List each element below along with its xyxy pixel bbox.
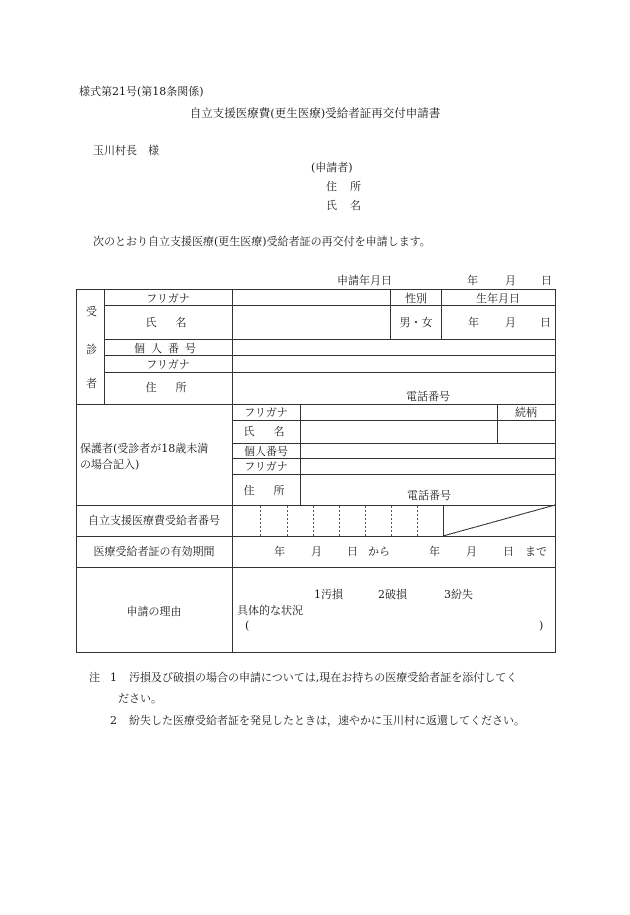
guardian-relationship-field[interactable]	[499, 422, 554, 442]
notes-prefix: 注	[89, 671, 100, 684]
note2-number: 2	[110, 714, 117, 727]
note1-line1: 汚損及び破損の場合の申請については,現在お持ちの医療受給者証を添付してく	[129, 671, 518, 684]
note2-line1: 紛失した医療受給者証を発見したときは，速やかに玉川村に返還してください。	[129, 714, 525, 727]
patient-label-char-2: 診	[86, 343, 97, 356]
validity-from-day[interactable]: 日	[347, 545, 358, 558]
patient-phone-label: 電話番号	[406, 390, 450, 403]
intro-text: 次のとおり自立支援医療(更生医療)受給者証の再交付を申請します。	[93, 235, 431, 248]
application-date-year[interactable]: 年	[467, 274, 478, 287]
reason-open-paren: (	[245, 619, 250, 632]
reason-option-1[interactable]: 1汚損	[314, 588, 343, 601]
validity-from-month[interactable]: 月	[311, 545, 322, 558]
recipient-number-label: 自立支援医療費受給者番号	[88, 514, 220, 527]
addressee: 玉川村長 様	[93, 144, 159, 157]
guardian-furigana2-field[interactable]	[302, 460, 554, 474]
applicant-address-label: 住 所	[326, 180, 362, 193]
patient-birth-day[interactable]: 日	[540, 316, 551, 329]
note1-number: 1	[110, 671, 117, 684]
guardian-address-field[interactable]	[302, 476, 402, 504]
patient-personal-number-label: 個人番号	[134, 342, 202, 355]
patient-address-label: 住 所	[145, 381, 191, 394]
guardian-personal-number-field[interactable]	[302, 445, 554, 458]
guardian-label-line2: の場合記入)	[80, 458, 140, 471]
recipient-number-field[interactable]	[234, 507, 442, 535]
patient-name-label: 氏 名	[145, 316, 191, 329]
reason-label: 申請の理由	[126, 605, 182, 618]
patient-gender-options[interactable]: 男・女	[399, 316, 433, 329]
patient-birth-year[interactable]: 年	[468, 316, 479, 329]
reason-detail-label: 具体的な状況	[237, 604, 303, 617]
validity-to-word: まで	[525, 545, 547, 558]
validity-to-day[interactable]: 日	[503, 545, 514, 558]
patient-address-field[interactable]	[234, 374, 404, 403]
guardian-personal-number-label: 個人番号	[244, 445, 288, 458]
guardian-address-label: 住 所	[243, 484, 289, 497]
reason-option-2[interactable]: 2破損	[378, 588, 407, 601]
patient-gender-label: 性別	[405, 292, 427, 305]
patient-birth-month[interactable]: 月	[505, 316, 516, 329]
patient-label-char-1: 受	[86, 305, 97, 318]
application-date-month[interactable]: 月	[505, 274, 516, 287]
patient-furigana2-label: フリガナ	[146, 358, 190, 371]
guardian-phone-label: 電話番号	[407, 489, 451, 502]
guardian-name-label: 氏 名	[243, 425, 289, 438]
guardian-relationship-label: 続柄	[515, 406, 537, 419]
reason-option-3[interactable]: 3紛失	[444, 588, 473, 601]
validity-to-year[interactable]: 年	[429, 545, 440, 558]
patient-label-char-3: 者	[86, 377, 97, 390]
validity-to-month[interactable]: 月	[466, 545, 477, 558]
guardian-name-field[interactable]	[302, 422, 496, 442]
guardian-furigana-label: フリガナ	[244, 406, 288, 419]
patient-name-field[interactable]	[234, 307, 389, 338]
validity-label: 医療受給者証の有効期間	[93, 545, 215, 558]
patient-personal-number-field[interactable]	[234, 341, 554, 355]
form-title: 自立支援医療費(更生医療)受給者証再交付申請書	[189, 106, 441, 120]
note1-line2: ださい。	[118, 692, 162, 705]
patient-furigana-field[interactable]	[234, 291, 389, 305]
patient-furigana-label: フリガナ	[146, 292, 190, 305]
validity-from-year[interactable]: 年	[274, 545, 285, 558]
guardian-label-line1: 保護者(受診者が18歳未満	[80, 442, 209, 455]
application-date-label: 申請年月日	[337, 274, 392, 287]
guardian-furigana2-label: フリガナ	[244, 460, 288, 473]
applicant-name-label: 氏 名	[326, 199, 362, 212]
reason-detail-field[interactable]	[255, 619, 535, 633]
reason-close-paren: )	[539, 619, 544, 632]
guardian-furigana-field[interactable]	[302, 406, 496, 420]
applicant-label: (申請者)	[311, 161, 353, 174]
patient-furigana2-field[interactable]	[234, 357, 554, 371]
patient-birthdate-label: 生年月日	[476, 292, 520, 305]
form-number: 様式第21号(第18条関係)	[79, 85, 204, 98]
application-date-day[interactable]: 日	[541, 274, 552, 287]
validity-from-word: から	[368, 545, 390, 558]
